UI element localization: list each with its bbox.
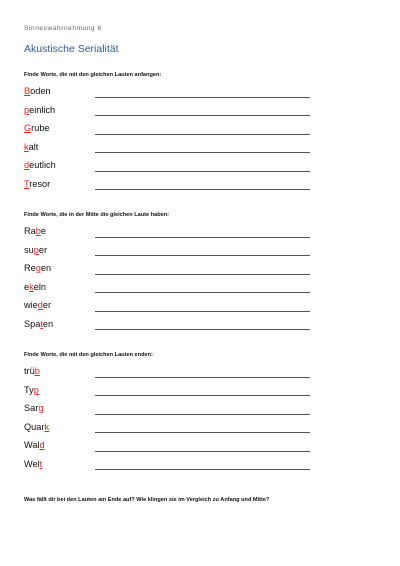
answer-line[interactable]: [95, 395, 310, 396]
answer-line[interactable]: [95, 311, 310, 312]
word: [24, 86, 51, 96]
word-part-pre: Sar: [24, 403, 39, 414]
word: [24, 179, 50, 189]
word: [24, 160, 56, 170]
answer-line[interactable]: [95, 115, 310, 116]
reflection-question: Was fällt dir bei den Lauten am Ende auf? Wie klingen sie im Vergleich zu Anfang und Mitte?: [24, 497, 270, 503]
word-part-post: er: [42, 300, 52, 311]
answer-line[interactable]: [95, 432, 310, 433]
highlighted-sound: t: [40, 318, 43, 329]
highlighted-sound: t: [39, 458, 43, 469]
highlighted-sound: g: [38, 403, 44, 414]
word: [24, 245, 47, 255]
word-row: [24, 437, 324, 456]
word-part-post: alt: [28, 141, 39, 152]
document-title: Akustische Serialität: [24, 43, 119, 55]
word-part-pre: e: [24, 281, 30, 292]
highlighted-sound: b: [34, 366, 40, 376]
word-row: [24, 176, 324, 195]
word-row: [24, 456, 324, 475]
word-row: [24, 279, 324, 298]
word-row: [24, 419, 324, 438]
answer-line[interactable]: [95, 414, 310, 415]
answer-line[interactable]: [95, 451, 310, 452]
highlighted-sound: T: [24, 178, 30, 189]
word: [24, 459, 42, 469]
section-instruction: Finde Worte, die in der Mitte die gleichen Laute haben:: [24, 212, 170, 218]
highlighted-sound: B: [24, 86, 31, 96]
highlighted-sound: G: [24, 123, 32, 134]
word-row: [24, 316, 324, 335]
word-row: [24, 223, 324, 242]
word-row: [24, 102, 324, 121]
word-part-pre: wie: [24, 300, 38, 311]
answer-line[interactable]: [95, 134, 310, 135]
word-row: [24, 83, 324, 102]
word-part-pre: Wel: [24, 458, 40, 469]
word: [24, 142, 38, 152]
word-row: [24, 139, 324, 158]
section-middle: [24, 212, 324, 335]
section-instruction: Finde Worte, die mit den gleichen Lauten enden:: [24, 352, 153, 358]
highlighted-sound: g: [35, 263, 41, 274]
section-instruction: Finde Worte, die mit den gleichen Lauten anfangen:: [24, 72, 162, 78]
word: [24, 440, 45, 450]
word-row: [24, 400, 324, 419]
word: [24, 105, 55, 115]
word-part-pre: trü: [24, 366, 35, 376]
word: [24, 282, 46, 292]
answer-line[interactable]: [95, 274, 310, 275]
word-row: [24, 363, 324, 382]
word-part-post: eln: [33, 281, 46, 292]
word: [24, 403, 43, 413]
word-part-post: resor: [29, 178, 51, 189]
header-title: Sinneswahrnehmung 6: [24, 25, 102, 32]
word: [24, 226, 46, 236]
highlighted-sound: d: [24, 160, 30, 171]
word: [24, 123, 50, 133]
word-part-pre: Wal: [24, 440, 40, 451]
word: [24, 319, 53, 329]
word-row: [24, 242, 324, 261]
highlighted-sound: k: [29, 281, 34, 292]
highlighted-sound: k: [24, 141, 29, 152]
word-row: [24, 260, 324, 279]
highlighted-sound: p: [33, 244, 39, 255]
highlighted-sound: p: [33, 384, 39, 395]
word: [24, 385, 39, 395]
section-end: [24, 352, 324, 475]
word-row: [24, 297, 324, 316]
word-row: [24, 120, 324, 139]
answer-line[interactable]: [95, 97, 310, 98]
word-part-pre: Ty: [24, 384, 34, 395]
word-row: [24, 157, 324, 176]
word: [24, 366, 40, 376]
section-beginning: [24, 72, 324, 195]
word: [24, 422, 49, 432]
word-part-post: oden: [30, 86, 51, 96]
word-part-post: rube: [31, 123, 50, 134]
highlighted-sound: k: [44, 421, 50, 432]
answer-line[interactable]: [95, 152, 310, 153]
word-part-pre: Spa: [24, 318, 41, 329]
word-part-post: e: [40, 226, 46, 236]
word-part-pre: Ra: [24, 226, 36, 236]
word-part-post: einlich: [29, 104, 56, 115]
answer-line[interactable]: [95, 189, 310, 190]
word: [24, 300, 51, 310]
answer-line[interactable]: [95, 377, 310, 378]
highlighted-sound: b: [35, 226, 41, 236]
word-part-post: en: [42, 318, 54, 329]
word-part-pre: Re: [24, 263, 36, 274]
answer-line[interactable]: [95, 469, 310, 470]
answer-line[interactable]: [95, 237, 310, 238]
word-part-pre: Quar: [24, 421, 45, 432]
word: [24, 263, 51, 273]
highlighted-sound: d: [39, 440, 45, 451]
word-row: [24, 382, 324, 401]
word-part-post: eutlich: [29, 160, 56, 171]
word-part-post: er: [38, 244, 48, 255]
word-part-pre: su: [24, 244, 34, 255]
answer-line[interactable]: [95, 329, 310, 330]
word-part-post: en: [40, 263, 52, 274]
highlighted-sound: d: [37, 300, 43, 311]
answer-line[interactable]: [95, 255, 310, 256]
answer-line[interactable]: [95, 292, 310, 293]
highlighted-sound: p: [24, 104, 30, 115]
answer-line[interactable]: [95, 171, 310, 172]
